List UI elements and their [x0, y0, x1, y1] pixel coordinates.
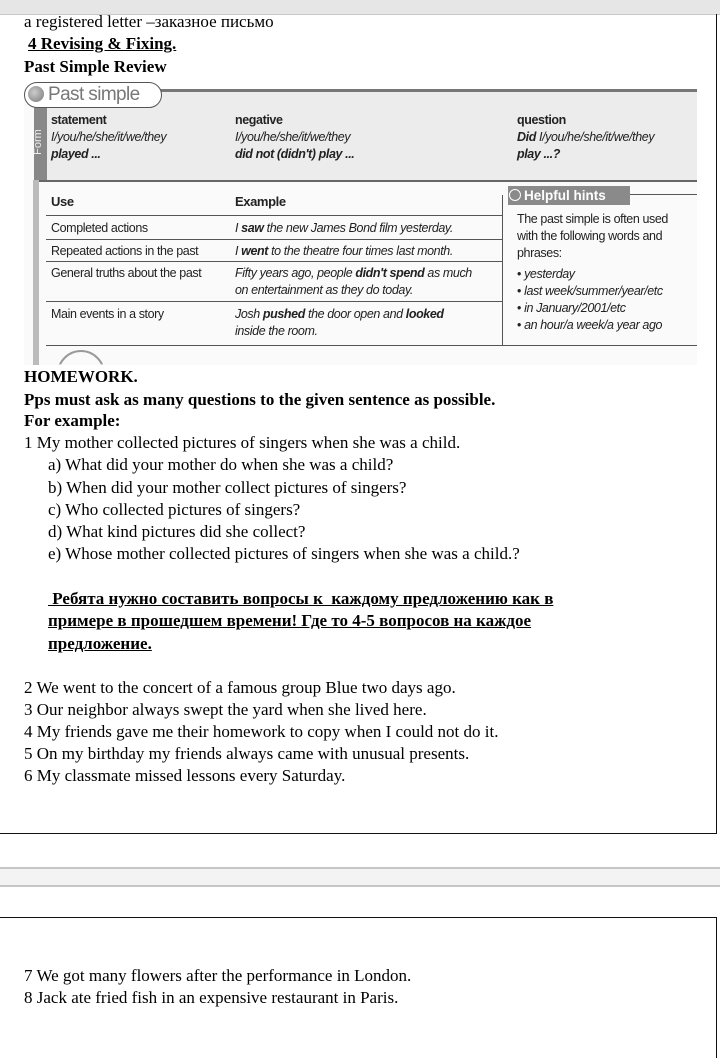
- helpful-hints-text: The past simple is often used with the following words and phrases:: [517, 212, 668, 260]
- exercise-sentence: 6 My classmate missed lessons every Saturday.: [24, 766, 346, 785]
- homework-instruction: Pps must ask as many questions to the given sentence as possible.: [24, 390, 496, 409]
- form-tab: Form: [34, 108, 47, 180]
- bullet-icon: [509, 189, 521, 201]
- use-row: General truths about the past: [51, 266, 202, 280]
- use-row: Main events in a story: [51, 307, 164, 321]
- form-question: question Did I/you/he/she/it/we/they play ...?: [517, 113, 655, 161]
- example-row: Fifty years ago, people didn't spend as much on entertainment as they do today.: [235, 266, 472, 297]
- russian-instruction-line: примере в прошедшем времени! Где то 4-5 вопросов на каждое: [48, 611, 532, 630]
- example-question: b) When did your mother collect pictures of singers?: [48, 478, 407, 497]
- example-row: I went to the theatre four times last month.: [235, 244, 453, 258]
- bullet-icon: [28, 86, 44, 102]
- form-statement: statement I/you/he/she/it/we/they played ...: [51, 113, 167, 161]
- exercise-sentence: 3 Our neighbor always swept the yard when she lived here.: [24, 700, 427, 719]
- example-label: For example:: [24, 411, 121, 430]
- vocabulary-line: a registered letter –заказное письмо: [24, 12, 274, 31]
- use-row: Completed actions: [51, 221, 148, 235]
- hints-list: • yesterday • last week/summer/year/etc • in January/2001/etc • an hour/a week/a year ago: [517, 267, 663, 332]
- section-title: 4 Revising & Fixing.: [28, 34, 177, 53]
- example-sentence: 1 My mother collected pictures of singers when she was a child.: [24, 433, 461, 452]
- use-row: Repeated actions in the past: [51, 244, 199, 258]
- example-row: I saw the new James Bond film yesterday.: [235, 221, 453, 235]
- example-question: d) What kind pictures did she collect?: [48, 522, 306, 541]
- russian-instruction-line: Ребята нужно составить вопросы к каждому предложению как в: [48, 589, 554, 608]
- example-row: Josh pushed the door open and looked inside the room.: [235, 307, 444, 338]
- use-header: Use: [51, 194, 74, 209]
- russian-instruction-line: предложение.: [48, 634, 152, 653]
- form-negative: negative I/you/he/she/it/we/they did not (didn't) play ...: [235, 113, 355, 161]
- homework-title: HOMEWORK.: [24, 367, 138, 386]
- exercise-sentence: 5 On my birthday my friends always came with unusual presents.: [24, 744, 470, 763]
- example-question: e) Whose mother collected pictures of singers when she was a child.?: [48, 544, 520, 563]
- example-header: Example: [235, 194, 286, 209]
- exercise-sentence: 7 We got many flowers after the performance in London.: [24, 966, 412, 985]
- exercise-sentence: 4 My friends gave me their homework to copy when I could not do it.: [24, 722, 499, 741]
- past-simple-pill: Past simple: [24, 82, 162, 108]
- subtitle: Past Simple Review: [24, 57, 167, 76]
- exercise-sentence: 8 Jack ate fried fish in an expensive restaurant in Paris.: [24, 988, 399, 1007]
- exercise-sentence: 2 We went to the concert of a famous group Blue two days ago.: [24, 678, 456, 697]
- page-separator: [0, 867, 720, 887]
- example-question: c) Who collected pictures of singers?: [48, 500, 301, 519]
- helpful-hints-title: Helpful hints: [508, 186, 630, 205]
- example-question: a) What did your mother do when she was a child?: [48, 455, 394, 474]
